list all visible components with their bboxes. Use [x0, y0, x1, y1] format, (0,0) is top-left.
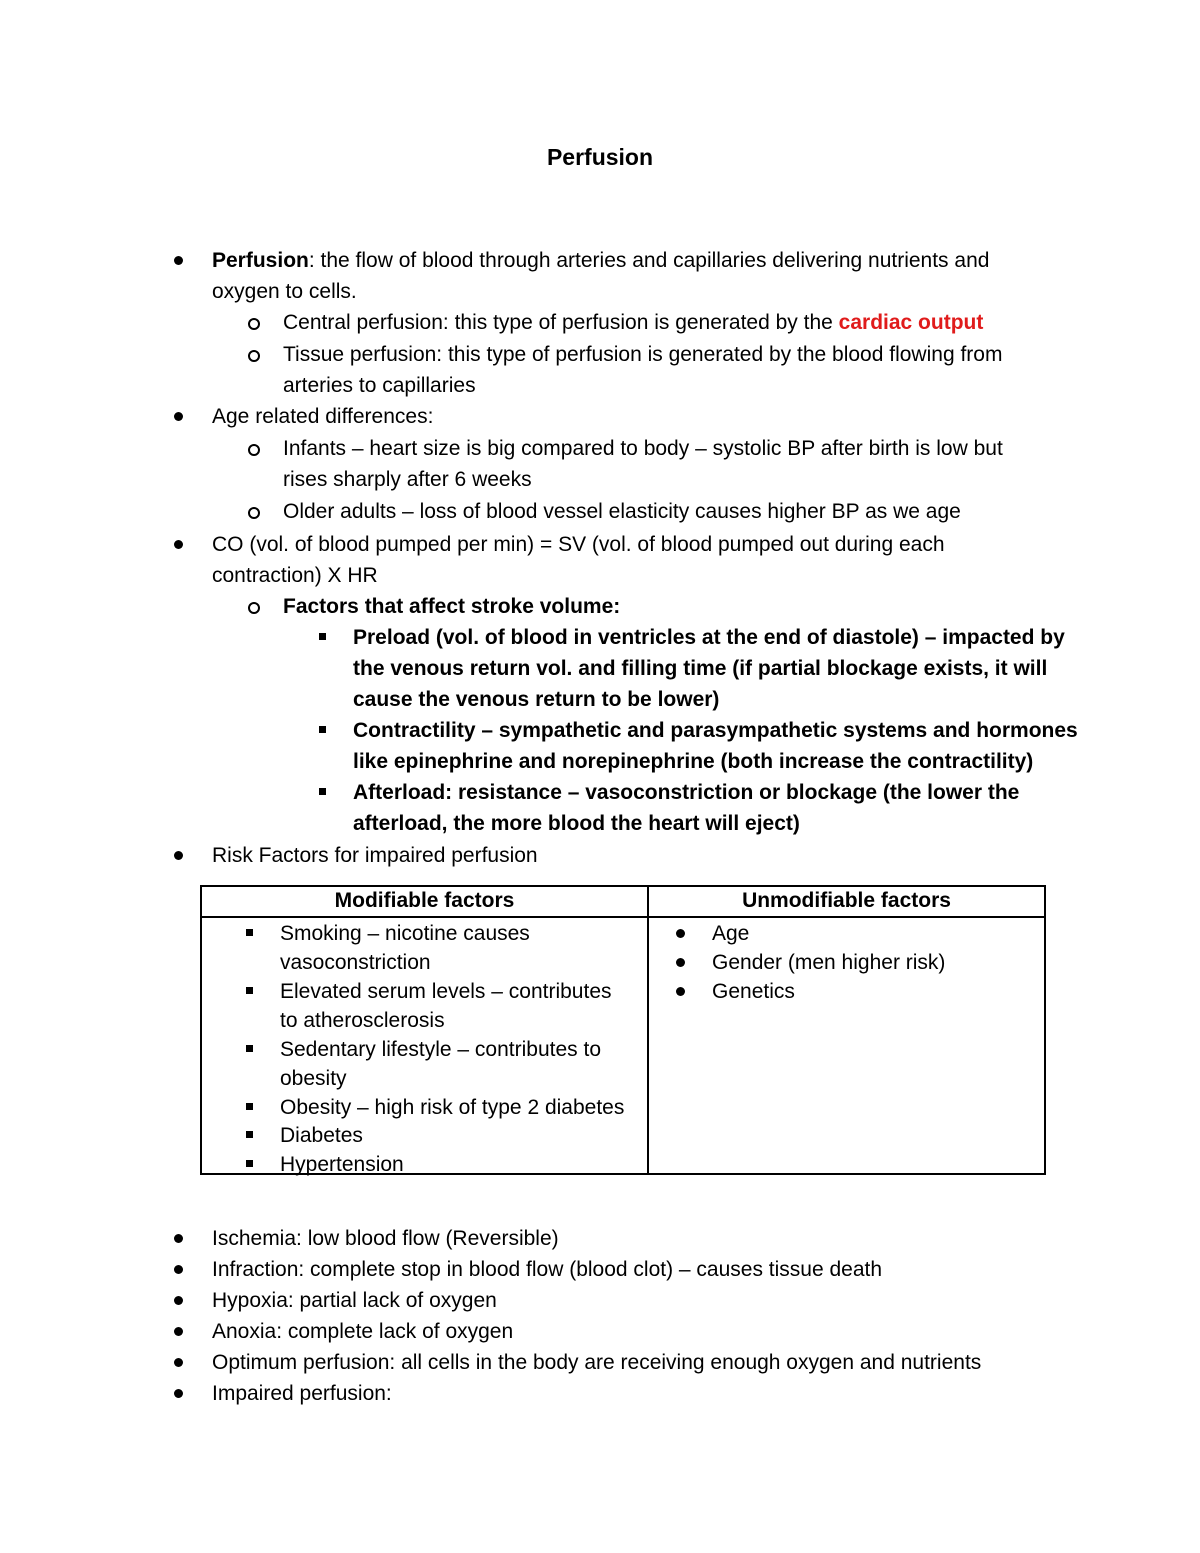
perfusion-definition-cont: oxygen to cells.	[212, 280, 357, 303]
cardiac-output-highlight: cardiac output	[838, 311, 984, 334]
table-divider	[202, 916, 1044, 918]
term-hypoxia: Hypoxia: partial lack of oxygen	[212, 1289, 497, 1312]
term-anoxia: Anoxia: complete lack of oxygen	[212, 1320, 514, 1343]
table-cell-item: Genetics	[712, 980, 795, 1003]
contractility-item-cont: like epinephrine and norepinephrine (both increase the contractility)	[353, 750, 1034, 773]
bullet-icon	[174, 540, 183, 549]
preload-item-cont: the venous return vol. and filling time (if partial blockage exists, it will	[353, 657, 1048, 680]
table-divider	[647, 887, 649, 1173]
bullet-icon	[174, 851, 183, 860]
table-cell-item: Gender (men higher risk)	[712, 951, 946, 974]
tissue-perfusion: Tissue perfusion: this type of perfusion is generated by the blood flowing from	[283, 343, 1003, 366]
stroke-volume-factors-heading: Factors that affect stroke volume:	[283, 595, 621, 618]
table-cell-item: Smoking – nicotine causes	[280, 922, 530, 945]
bullet-icon	[174, 1358, 183, 1367]
square-bullet-icon	[319, 788, 326, 795]
bullet-icon	[174, 1327, 183, 1336]
term-ischemia: Ischemia: low blood flow (Reversible)	[212, 1227, 559, 1250]
perfusion-definition-text: : the flow of blood through arteries and capillaries delivering nutrients and	[308, 249, 990, 272]
older-adults-item: Older adults – loss of blood vessel elasticity causes higher BP as we age	[283, 500, 961, 523]
table-cell-item: Obesity – high risk of type 2 diabetes	[280, 1096, 625, 1119]
bullet-icon	[676, 987, 685, 996]
bullet-icon	[676, 929, 685, 938]
co-formula: CO (vol. of blood pumped per min) = SV (vol. of blood pumped out during each	[212, 533, 945, 556]
table-cell-item: obesity	[280, 1067, 347, 1090]
perfusion-definition	[212, 245, 989, 276]
table-cell-item: Sedentary lifestyle – contributes to	[280, 1038, 602, 1061]
bullet-icon	[174, 1234, 183, 1243]
tissue-perfusion-cont: arteries to capillaries	[283, 374, 476, 397]
table-cell-item: to atherosclerosis	[280, 1009, 445, 1032]
square-bullet-icon	[246, 929, 253, 936]
bullet-icon	[174, 1296, 183, 1305]
sub-bullet-icon	[248, 318, 260, 330]
afterload-item-cont: afterload, the more blood the heart will eject)	[353, 812, 800, 835]
square-bullet-icon	[246, 1131, 253, 1138]
table-header-unmodifiable: Unmodifiable factors	[742, 889, 951, 912]
sub-bullet-icon	[248, 602, 260, 614]
preload-item-cont: cause the venous return to be lower)	[353, 688, 720, 711]
square-bullet-icon	[246, 1045, 253, 1052]
term-infraction: Infraction: complete stop in blood flow (blood clot) – causes tissue death	[212, 1258, 883, 1281]
table-cell-item: Age	[712, 922, 750, 945]
square-bullet-icon	[246, 1103, 253, 1110]
square-bullet-icon	[246, 987, 253, 994]
bullet-icon	[174, 1265, 183, 1274]
term-impaired-perfusion: Impaired perfusion:	[212, 1382, 392, 1405]
square-bullet-icon	[246, 1160, 253, 1167]
bullet-icon	[174, 412, 183, 421]
table-cell-item: Diabetes	[280, 1124, 363, 1147]
bullet-icon	[174, 256, 183, 265]
infants-item: Infants – heart size is big compared to body – systolic BP after birth is low but	[283, 437, 1003, 460]
table-header-modifiable: Modifiable factors	[334, 889, 515, 912]
sub-bullet-icon	[248, 444, 260, 456]
infants-item-cont: rises sharply after 6 weeks	[283, 468, 532, 491]
table-cell-item: Elevated serum levels – contributes	[280, 980, 612, 1003]
table-cell-item: vasoconstriction	[280, 951, 431, 974]
table-cell-item: Hypertension	[280, 1153, 404, 1176]
bullet-icon	[174, 1389, 183, 1398]
page-title: Perfusion	[546, 144, 654, 170]
sub-bullet-icon	[248, 507, 260, 519]
central-perfusion	[283, 307, 983, 338]
sub-bullet-icon	[248, 350, 260, 362]
age-heading: Age related differences:	[212, 405, 434, 428]
bullet-icon	[676, 958, 685, 967]
term-optimum-perfusion: Optimum perfusion: all cells in the body are receiving enough oxygen and nutrients	[212, 1351, 982, 1374]
central-perfusion-text: Central perfusion: this type of perfusion is generated by the	[283, 311, 839, 334]
co-formula-cont: contraction) X HR	[212, 564, 378, 587]
square-bullet-icon	[319, 726, 326, 733]
afterload-item: Afterload: resistance – vasoconstriction or blockage (the lower the	[353, 781, 1020, 804]
preload-item: Preload (vol. of blood in ventricles at the end of diastole) – impacted by	[353, 626, 1065, 649]
risk-factors-heading: Risk Factors for impaired perfusion	[212, 844, 538, 867]
contractility-item: Contractility – sympathetic and parasympathetic systems and hormones	[353, 719, 1078, 742]
perfusion-term: Perfusion	[212, 249, 309, 272]
square-bullet-icon	[319, 633, 326, 640]
risk-factors-table	[200, 885, 1046, 1175]
